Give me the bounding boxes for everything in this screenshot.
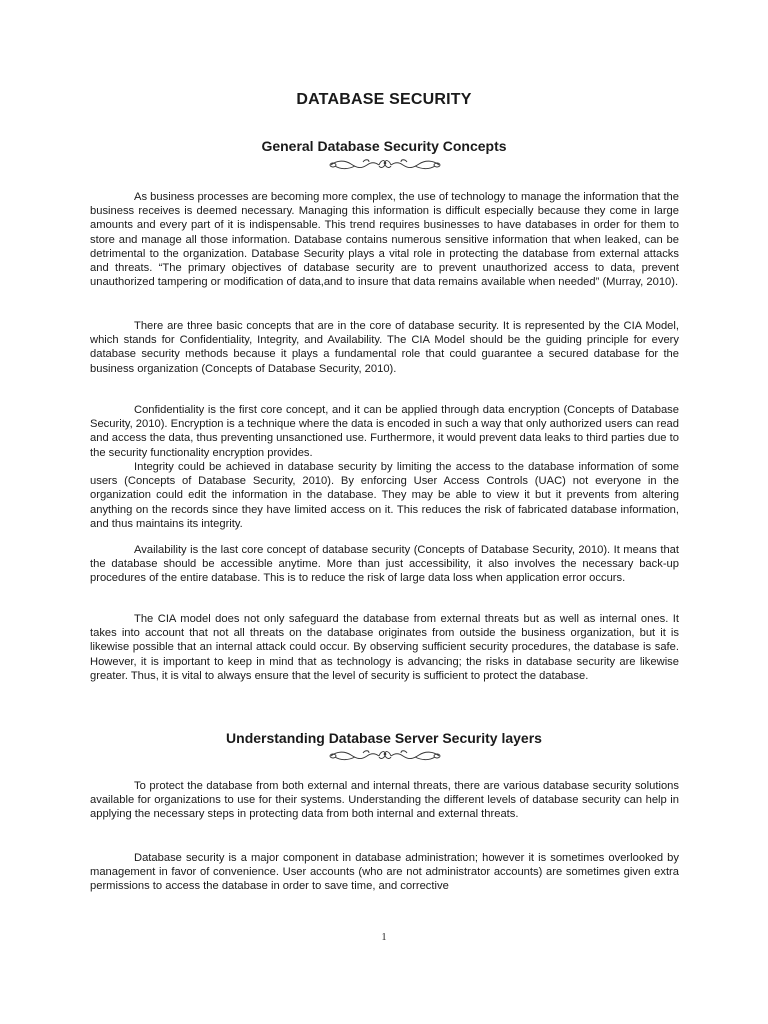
paragraph: Availability is the last core concept of database security (Concepts of Database Security, 2010). It means that the database should be accessible anytime. More than just accessibility, it also involves the necessary back-up procedures of the entire database. This is to reduce the risk of large data loss when application error occurs. [90, 544, 679, 585]
paragraph: There are three basic concepts that are in the core of database security. It is represented by the CIA Model, which stands for Confidentiality, Integrity, and Availability. The CIA Model should be the guiding principle for every database security methods because it plays a fundamental role that could guarantee a secured database for the business organization (Concepts of Database Security, 2010). [90, 320, 679, 375]
paragraph: As business processes are becoming more complex, the use of technology to manage the information that the business receives is deemed necessary. Managing this information is difficult especially because they come in large amounts and every part of it is indispensable. This trend requires businesses to have databases in order for them to store and manage all those information. Database contains numerous sensitive information that when leaked, can be detrimental to the organization. Database Security plays a vital role in protecting the database from external attacks and threats. “The primary objectives of database security are to prevent unauthorized access to data, prevent unauthorized tampering or modification of data,and to insure that data remains available when needed” (Murray, 2010). [90, 191, 679, 289]
document-title: DATABASE SECURITY [296, 91, 472, 108]
page-number: 1 [381, 932, 387, 943]
decorative-flourish-icon [327, 748, 443, 764]
section-heading-general-concepts: General Database Security Concepts [261, 138, 507, 154]
decorative-flourish-icon [327, 157, 443, 173]
paragraph: Database security is a major component in database administration; however it is sometimes overlooked by management in favor of convenience. User accounts (who are not administrator accounts) are sometimes given extra permissions to access the database in order to save time, and corrective [90, 852, 679, 893]
paragraph: To protect the database from both external and internal threats, there are various database security solutions available for organizations to use for their systems. Understanding the different levels of database security can help in applying the necessary steps in protecting data from both internal and external threats. [90, 780, 679, 821]
paragraph: The CIA model does not only safeguard the database from external threats but as well as internal ones. It takes into account that not all threats on the database originates from outside the business organization, but it is likewise possible that an internal attack could occur. By observing sufficient security procedures, the database is safe. However, it is important to keep in mind that as technology is advancing; the risks in database security are likewise greater. Thus, it is vital to always ensure that the level of security is sufficient to protect the database. [90, 613, 679, 682]
section-heading-server-security-layers: Understanding Database Server Security layers [226, 730, 542, 746]
paragraph: Integrity could be achieved in database security by limiting the access to the database information of some users (Concepts of Database Security, 2010). By enforcing User Access Controls (UAC) not everyone in the organization could edit the information in the database. They may be able to view it but it prevents from altering anything on the records since they have limited access on it. This reduces the risk of fabricated database information, and thus maintains its integrity. [90, 461, 679, 530]
paragraph: Confidentiality is the first core concept, and it can be applied through data encryption (Concepts of Database Security, 2010). Encryption is a technique where the data is encoded in such a way that only authorized users can read and access the data, thus preventing unsanctioned use. Furthermore, it would prevent data leaks to third parties due to the security functionality encryption provides. [90, 404, 679, 459]
